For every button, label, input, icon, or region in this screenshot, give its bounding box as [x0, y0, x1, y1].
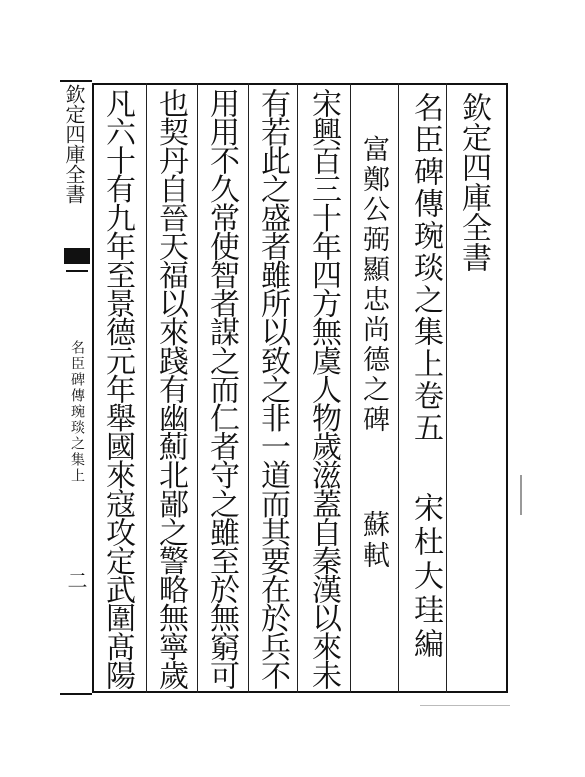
body-column-2: 有若此之盛者雖所以致之非一道而其要在於兵不	[255, 88, 290, 689]
essay-title: 富鄭公弼顯忠尚德之碑	[358, 135, 389, 435]
margin-rule-top	[60, 80, 92, 82]
fish-tail-mark	[64, 248, 90, 264]
margin-rule-bottom	[60, 693, 92, 695]
author-line: 宋杜大珪編	[408, 492, 443, 662]
margin-header: 欽定四庫全書	[62, 84, 86, 204]
margin-title: 名臣碑傳琬琰之集上	[69, 340, 85, 484]
column-rule	[398, 83, 399, 693]
column-rule	[197, 83, 198, 693]
column-rule	[297, 83, 298, 693]
body-column-3: 用用不久常使智者謀之而仁者守之雖至於無窮可	[204, 88, 239, 689]
body-column-5: 凡六十有九年至景德元年舉國來寇攻定武圍髙陽	[100, 88, 135, 689]
margin-rule	[66, 270, 88, 272]
column-rule	[146, 83, 147, 693]
column-rule	[248, 83, 249, 693]
column-rule	[446, 83, 447, 693]
essay-author: 蘇軾	[358, 510, 389, 572]
book-title: 欽定四庫全書	[456, 92, 491, 272]
work-title: 名臣碑傳琬琰之集上卷五	[408, 92, 443, 444]
column-rule	[350, 83, 351, 693]
scan-mark	[520, 475, 522, 515]
scan-mark	[420, 705, 510, 706]
body-column-1: 宋興百三十年四方無虞人物歲滋蓋自秦漢以來未	[306, 88, 341, 689]
body-column-4: 也契丹自晉天福以來踐有幽薊北鄙之警略無寧歲	[153, 88, 188, 689]
margin-page-number: 二	[64, 570, 88, 590]
